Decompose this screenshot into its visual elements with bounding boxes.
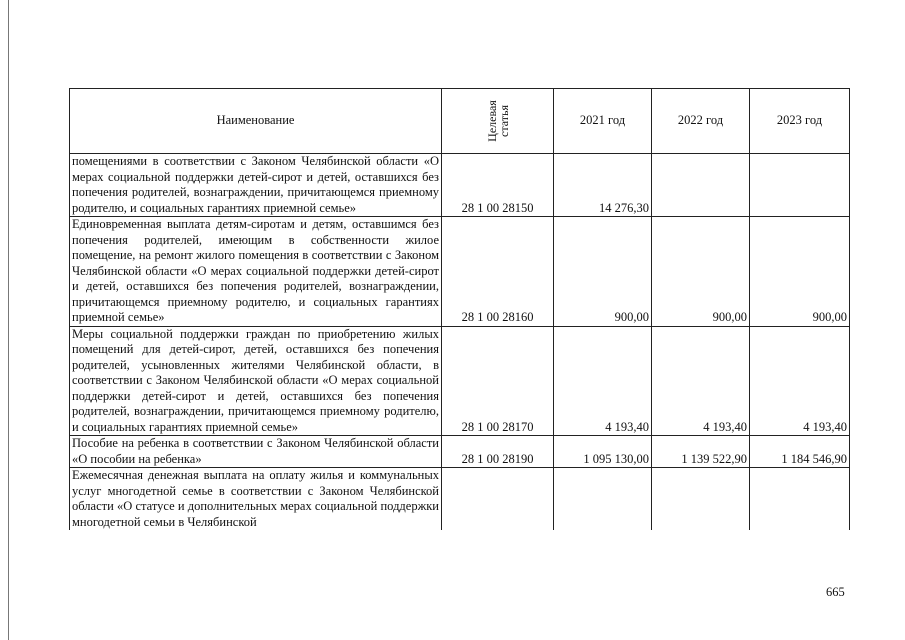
row-name-cell: [70, 468, 442, 531]
header-code-line1: Целевая: [484, 100, 499, 142]
row-name: Ежемесячная денежная выплата на оплату жилья и коммунальных услуг многодетной семье в соответствии с Законом Челябинской области «О статусе и дополнительных мерах социальной поддержки многодетной семьи в Челябинской: [72, 468, 439, 529]
header-year-2022: 2022 год: [652, 89, 750, 154]
row-value-2021: 900,00: [554, 217, 652, 327]
header-row: [70, 89, 850, 154]
row-value-2021: 4 193,40: [554, 326, 652, 436]
table-row: [70, 154, 850, 217]
row-value-2022: 1 139 522,90: [652, 436, 750, 468]
table-row: [70, 217, 850, 327]
table-row: [70, 326, 850, 436]
row-value-2023: [750, 468, 850, 531]
row-value-2021: 14 276,30: [554, 154, 652, 217]
row-value-2023: 900,00: [750, 217, 850, 327]
header-year-2021: 2021 год: [554, 89, 652, 154]
row-code: 28 1 00 28190: [442, 436, 554, 468]
table-row: [70, 436, 850, 468]
row-value-2023: [750, 154, 850, 217]
row-value-2022: [652, 468, 750, 531]
row-value-2021: 1 095 130,00: [554, 436, 652, 468]
header-year-2023: 2023 год: [750, 89, 850, 154]
row-code: 28 1 00 28160: [442, 217, 554, 327]
page-number: 665: [826, 585, 845, 599]
row-name: Пособие на ребенка в соответствии с Законом Челябинской области «О пособии на ребенка»: [70, 436, 442, 468]
row-value-2022: 900,00: [652, 217, 750, 327]
row-code: 28 1 00 28170: [442, 326, 554, 436]
row-value-2022: 4 193,40: [652, 326, 750, 436]
table-row-continued: [70, 468, 850, 531]
header-target-article: [442, 89, 554, 154]
header-name: Наименование: [70, 89, 442, 154]
row-value-2022: [652, 154, 750, 217]
header-code-line2: статья: [496, 105, 511, 137]
row-value-2023: 1 184 546,90: [750, 436, 850, 468]
budget-table: [69, 88, 850, 530]
row-name: Меры социальной поддержки граждан по приобретению жилых помещений для детей-сирот, детей, оставшихся без попечения родителей, усыновленных жителями Челябинской области, в соответствии с Законом Челябинской области «О мерах социальной поддержки детей-сирот и детей, оставшихся без попечения родителей, вознаграждении, причитающемся приемному родителю, и социальных гарантиях приемной семье»: [70, 326, 442, 436]
row-name: помещениями в соответствии с Законом Челябинской области «О мерах социальной поддержки детей-сирот и детей, оставшихся без попечения родителей, вознаграждении, причитающемся приемному родителю, и социальных гарантиях приемной семье»: [70, 154, 442, 217]
table-body: [70, 154, 850, 531]
row-code: 28 1 00 28150: [442, 154, 554, 217]
row-value-2021: [554, 468, 652, 531]
binding-line: [8, 0, 9, 640]
table-header: [70, 89, 850, 154]
row-name: Единовременная выплата детям-сиротам и детям, оставшимся без попечения родителей, имеющим в собственности жилое помещение, на ремонт жилого помещения в соответствии с Законом Челябинской области «О мерах социальной поддержки детей-сирот и детей, оставшихся без попечения родителей, вознаграждении, причитающемся приемному родителю, и социальных гарантиях приемной семье»: [70, 217, 442, 327]
row-code: [442, 468, 554, 531]
row-value-2023: 4 193,40: [750, 326, 850, 436]
